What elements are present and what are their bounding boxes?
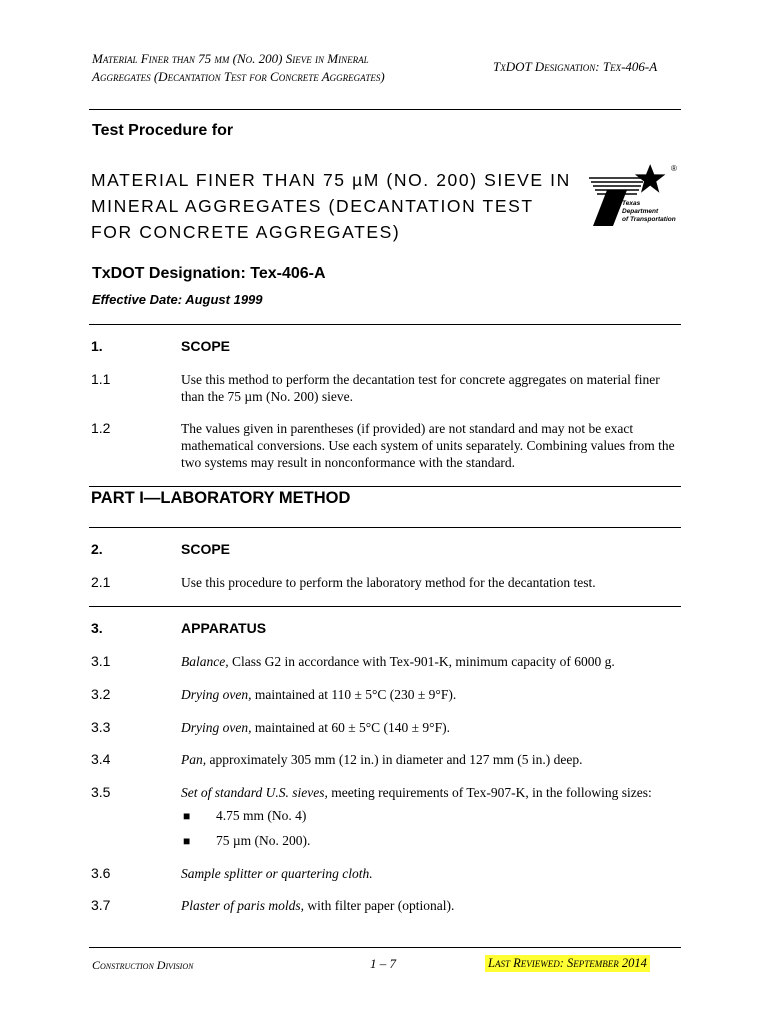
- item-3-1-desc: Class G2 in accordance with Tex-901-K, minimum capacity of 6000 g.: [228, 654, 615, 669]
- section-1-title: SCOPE: [181, 338, 231, 354]
- item-3-2-text: [181, 686, 681, 703]
- designation: TxDOT Designation: Tex-406-A: [92, 265, 326, 282]
- item-1-2-number: 1.2: [91, 420, 111, 436]
- section-1-number: 1.: [91, 338, 103, 354]
- title-rule: [89, 324, 681, 325]
- item-3-2-number: 3.2: [91, 686, 111, 702]
- logo-line2: Department: [622, 208, 659, 215]
- item-3-6-term: Sample splitter or quartering cloth.: [181, 866, 373, 881]
- item-3-5-desc: meeting requirements of Tex-907-K, in the following sizes:: [327, 785, 652, 800]
- item-3-3-text: [181, 719, 681, 736]
- item-3-4-term: Pan,: [181, 752, 207, 767]
- item-3-3-desc: maintained at 60 ± 5°C (140 ± 9°F).: [251, 720, 450, 735]
- item-2-1-text: Use this procedure to perform the laboratory method for the decantation test.: [181, 575, 596, 590]
- item-3-2-desc: maintained at 110 ± 5°C (230 ± 9°F).: [251, 687, 457, 702]
- running-header-title: [92, 50, 472, 86]
- item-3-3-number: 3.3: [91, 719, 111, 735]
- item-3-1-text: [181, 653, 681, 670]
- item-3-7-term: Plaster of paris molds,: [181, 898, 305, 913]
- header-title-line1: Material Finer than 75 µm (No. 200) Sieve in Mineral: [92, 51, 369, 66]
- item-1-2-text: The values given in parentheses (if provided) are not standard and may not be exact mathematical conversions. Use each system of units separately. Combining values from the two systems may result in nonconformance with the standard.: [181, 421, 675, 470]
- item-3-1-term: Balance,: [181, 654, 229, 669]
- header-designation: TxDOT Designation: Tex-406-A: [493, 59, 658, 74]
- document-title: [91, 167, 591, 245]
- section-3-title: APPARATUS: [181, 620, 267, 636]
- item-3-2-term: Drying oven,: [181, 687, 252, 702]
- title-line3: FOR CONCRETE AGGREGATES): [91, 222, 401, 242]
- sieve-size-1: 4.75 mm (No. 4): [216, 808, 307, 823]
- section-3-number: 3.: [91, 620, 103, 636]
- title-line1: MATERIAL FINER THAN 75 µM (NO. 200) SIEVE IN: [91, 170, 571, 190]
- effective-date: Effective Date: August 1999: [92, 292, 263, 307]
- header-title-line2: Aggregates (Decantation Test for Concrete Aggregates): [92, 69, 385, 84]
- item-1-1-number: 1.1: [91, 371, 111, 387]
- item-3-3-term: Drying oven,: [181, 720, 252, 735]
- item-3-5-text: [181, 784, 681, 801]
- registered-mark: ®: [671, 164, 677, 173]
- logo-line1: Texas: [622, 200, 641, 207]
- part-rule-bottom: [89, 527, 681, 528]
- section-2-number: 2.: [91, 541, 103, 557]
- bullet-icon: ■: [183, 809, 191, 823]
- last-reviewed: Last Reviewed: September 2014: [485, 955, 650, 972]
- item-3-1-number: 3.1: [91, 653, 111, 669]
- sieve-size-2: 75 µm (No. 200).: [216, 833, 311, 848]
- bullet-icon: ■: [183, 834, 191, 848]
- item-3-4-text: [181, 751, 681, 768]
- item-3-4-desc: approximately 305 mm (12 in.) in diameter and 127 mm (5 in.) deep.: [206, 752, 583, 767]
- part-1-heading: PART I—LABORATORY METHOD: [91, 489, 351, 507]
- item-3-7-text: [181, 897, 681, 914]
- section-2-rule: [89, 606, 681, 607]
- item-3-5-number: 3.5: [91, 784, 111, 800]
- header-rule: [89, 109, 681, 110]
- footer-division: Construction Division: [92, 958, 194, 972]
- item-3-4-number: 3.4: [91, 751, 111, 767]
- item-3-5-term: Set of standard U.S. sieves,: [181, 785, 328, 800]
- section-2-title: SCOPE: [181, 541, 231, 557]
- part-rule-top: [89, 486, 681, 487]
- title-line2: MINERAL AGGREGATES (DECANTATION TEST: [91, 196, 534, 216]
- footer-rule: [89, 947, 681, 948]
- logo-line3: of Transportation: [622, 216, 676, 223]
- page-number: 1 – 7: [370, 956, 396, 971]
- item-1-1-text: Use this method to perform the decantation test for concrete aggregates on material finer than the 75 µm (No. 200) sieve.: [181, 372, 660, 404]
- item-3-7-number: 3.7: [91, 897, 111, 913]
- item-3-6-number: 3.6: [91, 865, 111, 881]
- item-2-1-number: 2.1: [91, 574, 111, 590]
- txdot-logo: [587, 160, 679, 232]
- item-3-7-desc: with filter paper (optional).: [304, 898, 455, 913]
- item-3-6-text: [181, 865, 681, 882]
- test-procedure-label: Test Procedure for: [92, 122, 234, 139]
